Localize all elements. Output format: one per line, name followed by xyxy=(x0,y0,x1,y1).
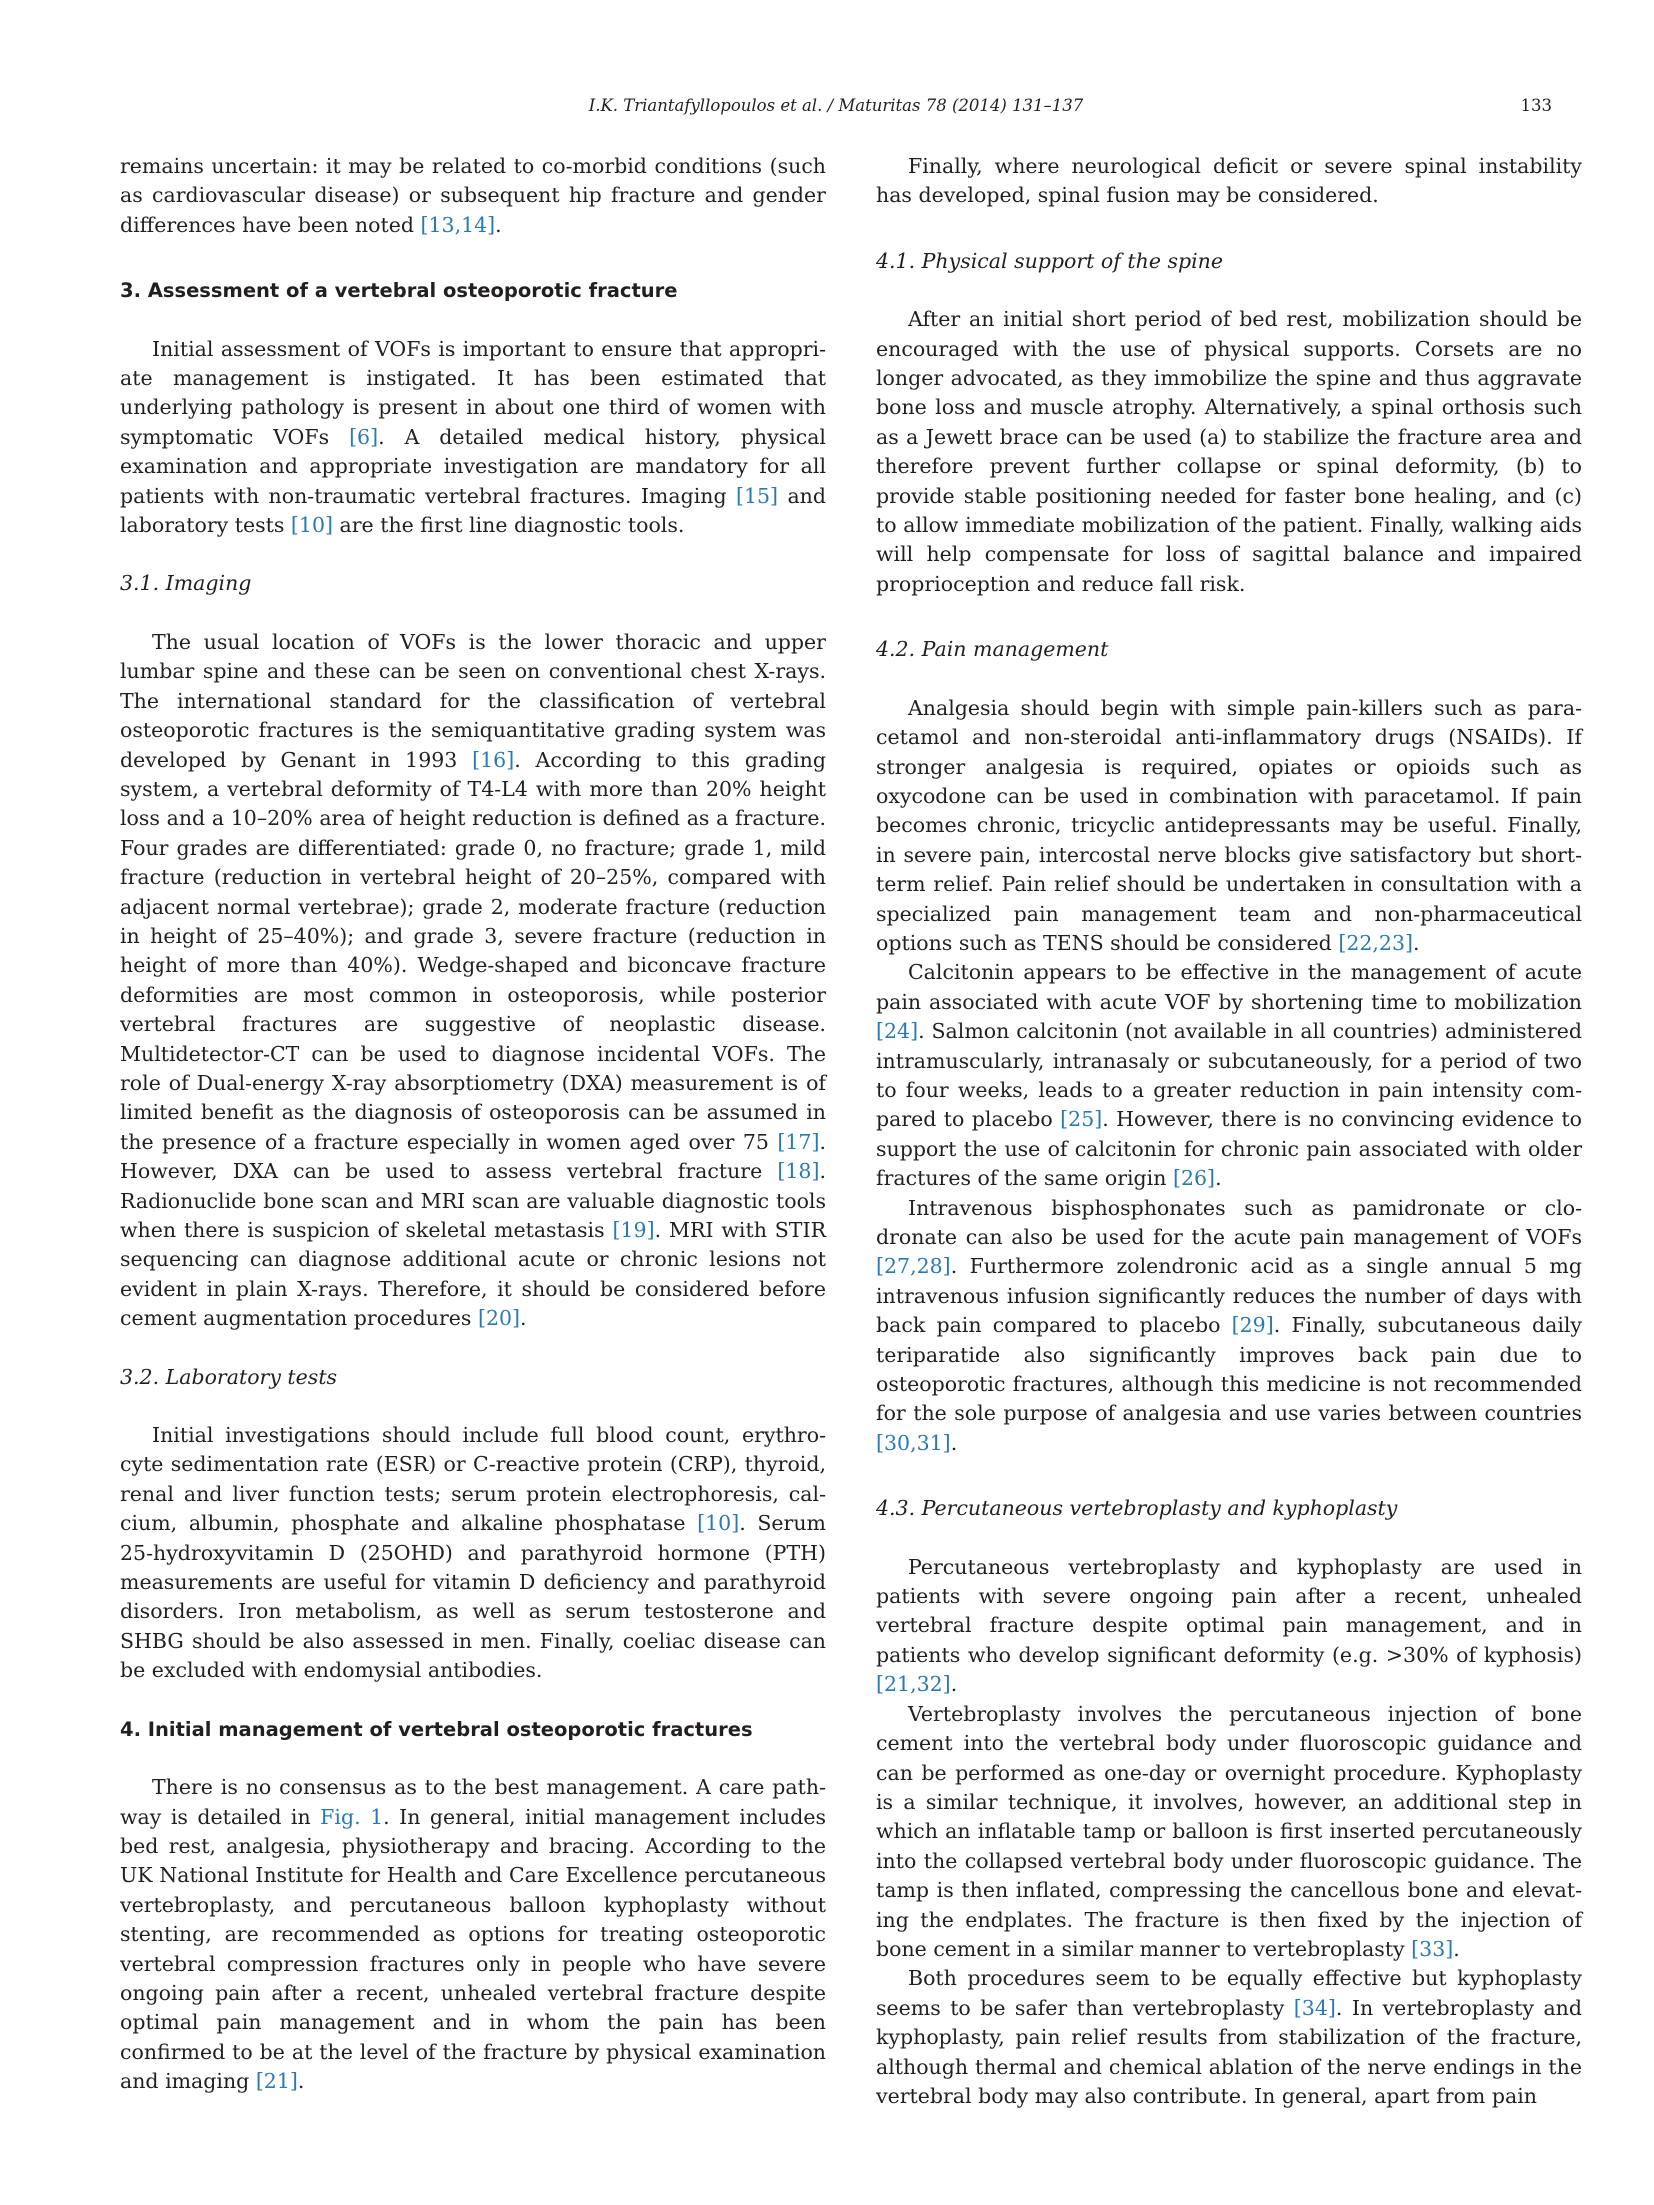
citation-link[interactable]: Fig. 1 xyxy=(320,1804,384,1829)
text-run: . MRI with STIR sequencing can diagnose additional acute or chronic lesions not evident in plain X-rays. Therefore, it should be considered before cement augmentation procedures xyxy=(120,1218,826,1331)
text-run: . In vertebroplasty and kyphoplasty, pain relief results from stabilization of the fracture, although thermal and chemical ablation of the nerve endings in the vertebral body may also contribute. In general, apart from pain xyxy=(876,1995,1582,2108)
paragraph xyxy=(120,335,826,541)
section-heading: 3. Assessment of a vertebral osteoporotic fracture xyxy=(120,279,678,303)
text-run: and laboratory tests xyxy=(120,483,826,538)
subsection-heading: 4.2. Pain management xyxy=(876,637,1109,662)
citation-link[interactable]: [19] xyxy=(612,1218,655,1242)
citation-link[interactable]: [6] xyxy=(349,424,379,449)
paragraph xyxy=(876,305,1582,599)
text-run: Percutaneous vertebroplasty and kyphoplasty are used in patients with severe ongoing pain after a recent, unhealed vertebral fracture despite optimal pain management, and in patients who develop significant deformity (e.g. >30% of kyphosis) xyxy=(876,1554,1582,1667)
text-run: Finally, where neurological deficit or severe spinal instability has developed, spinal fusion may be considered. xyxy=(876,154,1582,208)
citation-link[interactable]: [15] xyxy=(735,483,779,508)
text-run: There is no consensus as to the best management. A care pathway is detailed in xyxy=(120,1775,826,1829)
text-run: The usual location of VOFs is the lower thoracic and upper lumbar spine and these can be seen on conventional chest X-rays. The international standard for the classification of vertebral osteoporotic fractures is the semiquantitative grading system was developed by Genant in 1993 xyxy=(120,629,826,772)
text-run: . Radionuclide bone scan and MRI scan are valuable diagnostic tools when there is suspicion of skeletal metastasis xyxy=(120,1159,826,1242)
text-run: Vertebroplasty involves the percutaneous injection of bone cement into the vertebral body under fluoroscopic guidance and can be performed as one-day or overnight procedure. Kyphoplasty is a similar technique, it involves, however, an additional step in which an inflatable tamp or balloon is first inserted percutaneously into the collapsed vertebral body under fluoroscopic guidance. The tamp is then inflated, compressing the cancellous bone and elevating the endplates. The fracture is then fixed by the injection of bone cement in a similar manner to vertebroplasty xyxy=(876,1701,1582,1961)
text-run: Initial assessment of VOFs is important to ensure that appropriate management is instigated. It has been estimated that underlying pathology is present in about one third of women with symptomatic VOFs xyxy=(120,336,826,449)
subsection-heading: 4.3. Percutaneous vertebroplasty and kyphoplasty xyxy=(876,1496,1398,1521)
citation-link[interactable]: [34] xyxy=(1293,1995,1336,2020)
paragraph xyxy=(120,628,826,1334)
paragraph xyxy=(876,1964,1582,2111)
citation-link[interactable]: [30,31] xyxy=(876,1430,951,1455)
paragraph xyxy=(876,1553,1582,1700)
text-run: . However, DXA can be used to assess vertebral fracture xyxy=(120,1129,826,1184)
running-head xyxy=(120,96,1552,126)
text-run: . xyxy=(1413,930,1420,955)
text-run: Initial investigations should include full blood count, erythrocyte sedimentation rate (ESR) or C-reactive protein (CRP), thyroid, renal and liver function tests; serum protein electrophoresis, calcium, albumin, phosphate and alkaline phosphatase xyxy=(120,1423,826,1536)
paragraph xyxy=(120,1421,826,1686)
text-run: . Serum 25-hydroxyvitamin D (25OHD) and parathyroid hormone (PTH) measurements are useful for vitamin D deficiency and parathyroid disorders. Iron metabolism, as well as serum testosterone and SHBG should be also assessed in men. Finally, coeliac disease can be excluded with endomysial antibodies. xyxy=(120,1511,826,1683)
text-run: After an initial short period of bed rest, mobilization should be encouraged with the use of physical supports. Corsets are no longer advocated, as they immobilize the spine and thus aggravate bone loss and muscle atrophy. Alternatively, a spinal orthosis such as a Jewett brace can be used (a) to stabilize the fracture area and therefore prevent further collapse or spinal deformity, (b) to provide stable positioning needed for faster bone healing, and (c) to allow immediate mobilization of the patient. Finally, walking aids will help compensate for loss of sagittal balance and impaired proprioception and reduce fall risk. xyxy=(876,307,1582,596)
left-column xyxy=(120,152,826,2097)
paragraph xyxy=(120,1773,826,2096)
journal-citation: I.K. Triantafyllopoulos et al. / Maturitas 78 (2014) 131–137 xyxy=(588,96,1084,115)
text-run: . xyxy=(950,1672,958,1697)
paragraph xyxy=(120,152,826,240)
citation-link[interactable]: [22,23] xyxy=(1338,930,1414,955)
text-run: . Salmon calcitonin (not available in all countries) administered intramuscularly, intranasaly or subcutaneously, for a period of two to four weeks, leads to a greater reduction in pain intensity compared to placebo xyxy=(876,1019,1582,1132)
text-run: . xyxy=(520,1306,527,1331)
citation-link[interactable]: [18] xyxy=(777,1159,820,1184)
text-run: . A detailed medical history, physical examination and appropriate investigation are mandatory for all patients with non-traumatic vertebral fractures. Imaging xyxy=(120,424,826,508)
paragraph xyxy=(876,694,1582,959)
subsection-heading: 4.1. Physical support of the spine xyxy=(876,248,1223,273)
paragraph xyxy=(876,1194,1582,1459)
citation-link[interactable]: [33] xyxy=(1411,1936,1454,1961)
citation-link[interactable]: [27,28] xyxy=(876,1254,951,1279)
section-heading: 4. Initial management of vertebral osteoporotic fractures xyxy=(120,1717,753,1741)
text-run: . Furthermore zolendronic acid as a single annual 5 mg intravenous infusion significantly reduces the number of days with back pain compared to placebo xyxy=(876,1254,1582,1338)
text-run: . xyxy=(297,2069,305,2094)
text-run: Calcitonin appears to be effective in the management of acute pain associated with acute VOF by shortening time to mobilization xyxy=(876,960,1582,1014)
citation-link[interactable]: [24] xyxy=(876,1019,919,1044)
citation-link[interactable]: [16] xyxy=(472,747,515,772)
subsection-heading: 3.2. Laboratory tests xyxy=(120,1364,338,1389)
right-column xyxy=(876,152,1582,2111)
text-run: Analgesia should begin with simple pain-killers such as paracetamol and non-steroidal anti-inflammatory drugs (NSAIDs). If stronger analgesia is required, opiates or opioids such as oxycodone can be used in combination with paracetamol. If pain becomes chronic, tricyclic antidepressants may be useful. Finally, in severe pain, intercostal nerve blocks give satisfactory but short-term relief. Pain relief should be undertaken in consultation with a specialized pain management team and non-pharmaceutical options such as TENS should be considered xyxy=(876,695,1582,955)
citation-link[interactable]: [20] xyxy=(477,1306,521,1331)
text-run: . Finally, subcutaneous daily teriparatide also significantly improves back pain due to osteoporotic fractures, although this medicine is not recommended for the sole purpose of analgesia and use varies between countries xyxy=(876,1313,1583,1426)
text-run: Both procedures seem to be equally effective but kyphoplasty seems to be safer than vertebroplasty xyxy=(876,1966,1582,2020)
text-run: . However, there is no convincing evidence to support the use of calcitonin for chronic pain associated with older fractures of the same origin xyxy=(876,1107,1582,1191)
subsection-heading: 3.1. Imaging xyxy=(120,571,252,596)
citation-link[interactable]: [13,14] xyxy=(420,212,496,237)
text-run: . According to this grading system, a vertebral deformity of T4-L4 with more than 20% height loss and a 10–20% area of height reduction is defined as a fracture. Four grades are differentiated: grade 0, no fracture; grade 1, mild fracture (reduction in vertebral height of 20–25%, compared with adjacent normal vertebrae); grade 2, moderate fracture (reduction in height of 25–40%); and grade 3, severe fracture (reduction in height of more than 40%). Wedge-shaped and biconcave fracture deformities are most common in osteoporosis, while posterior vertebral fractures are suggestive of neoplastic disease. Multidetector-CT can be used to diagnose incidental VOFs. The role of Dual-energy X-ray absorptiometry (DXA) measurement is of limited benefit as the diagnosis of osteoporosis can be assumed in the presence of a fracture especially in women aged over 75 xyxy=(120,747,826,1154)
citation-link[interactable]: [21] xyxy=(255,2069,298,2094)
citation-link[interactable]: [26] xyxy=(1172,1166,1216,1191)
text-run: . xyxy=(1215,1166,1222,1191)
page-number: 133 xyxy=(1520,96,1552,115)
paragraph xyxy=(876,958,1582,1193)
text-run: are the first line diagnostic tools. xyxy=(333,513,685,538)
citation-link[interactable]: [10] xyxy=(290,513,334,538)
citation-link[interactable]: [25] xyxy=(1060,1107,1103,1132)
text-run: . xyxy=(950,1430,958,1455)
citation-link[interactable]: [17] xyxy=(777,1129,820,1154)
citation-link[interactable]: [10] xyxy=(697,1511,740,1536)
paragraph xyxy=(876,1700,1582,1965)
paragraph xyxy=(876,152,1582,211)
text-run: . xyxy=(1453,1936,1460,1961)
text-run: . xyxy=(495,212,502,237)
citation-link[interactable]: [21,32] xyxy=(876,1672,951,1697)
text-run: Intravenous bisphosphonates such as pamidronate or clodronate can also be used for the acute pain management of VOFs xyxy=(876,1195,1582,1249)
citation-link[interactable]: [29] xyxy=(1231,1313,1274,1338)
text-run: . In general, initial management includes bed rest, analgesia, physiotherapy and bracing. According to the UK National Institute for Health and Care Excellence percutaneous vertebroplasty, and percutaneous balloon kyphoplasty without stenting, are recommended as options for treating osteoporotic vertebral compression fractures only in people who have severe ongoing pain after a recent, unhealed vertebral fracture despite optimal pain management and in whom the pain has been confirmed to be at the level of the fracture by physical examination and imaging xyxy=(120,1804,826,2094)
text-run: remains uncertain: it may be related to co-morbid conditions (such as cardiovascular disease) or subsequent hip fracture and gender differences have been noted xyxy=(120,154,826,237)
